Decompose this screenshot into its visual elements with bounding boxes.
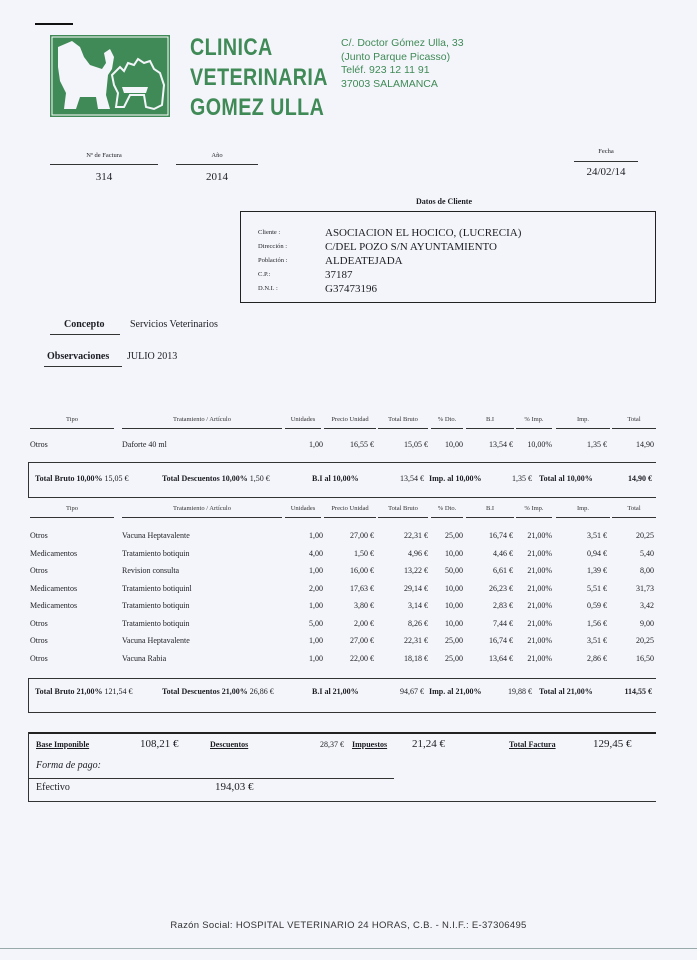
total-factura-label: Total Factura [509, 740, 556, 749]
cell-bi: 4,46 € [493, 548, 513, 558]
divider [28, 712, 656, 713]
clinic-name [190, 33, 328, 123]
cell-total: 9,00 [640, 618, 654, 628]
cell-bi: 6,61 € [493, 566, 513, 575]
total-descuentos: 26,86 € [249, 687, 274, 696]
imp-label: Imp. al 10,00% [429, 474, 482, 483]
cell-dto: 25,00 [445, 531, 463, 540]
total-factura: 129,45 € [593, 738, 632, 750]
cell-precio-unidad: 27,00 € [350, 636, 374, 645]
cell-dto: 10,00 [445, 583, 463, 593]
cell-unidades: 1,00 [309, 636, 323, 645]
column-header-total: Total [627, 505, 641, 512]
client-label: Población : [258, 257, 288, 264]
invoice-number-label: Nº de Factura [86, 152, 122, 159]
invoice-number: 314 [95, 171, 113, 183]
header-underline [431, 428, 463, 429]
client-address: C/DEL POZO S/N AYUNTAMIENTO [325, 241, 497, 253]
cell-bi: 13,54 € [489, 440, 513, 449]
cell-bi: 16,74 € [489, 531, 513, 540]
cell-precio-unidad: 16,55 € [350, 440, 374, 449]
total-bruto: 121,54 € [104, 687, 133, 696]
header-underline [556, 517, 610, 518]
cell-imp: 0,59 € [587, 601, 607, 610]
header-underline [466, 428, 514, 429]
column-header-pct-imp: % Imp. [524, 505, 544, 512]
header-underline [612, 428, 656, 429]
divider [574, 161, 638, 162]
cell-total: 20,25 [636, 636, 654, 645]
cell-bi: 13,64 € [489, 653, 513, 663]
column-header-pct-imp: % Imp. [524, 416, 544, 423]
header-underline [516, 517, 552, 518]
cell-total-bruto: 22,31 € [404, 636, 428, 645]
column-header-bi: B.I [485, 416, 495, 423]
column-header-dto: % Dto. [437, 505, 457, 512]
header-underline [122, 428, 282, 429]
totals-row-2 [35, 687, 133, 696]
cell-bi: 7,44 € [493, 618, 513, 628]
cell-dto: 10,00 [445, 618, 463, 628]
payment-method: Efectivo [36, 782, 70, 793]
base-imponible: 108,21 € [140, 738, 179, 750]
imp-label: Imp. al 21,00% [429, 687, 482, 696]
address-line-2: (Junto Parque Picasso) [341, 50, 451, 63]
header-underline [378, 517, 428, 518]
header-underline [612, 517, 656, 518]
total-label: Total al 10,00% [539, 474, 593, 483]
cell-bi: 2,83 € [493, 601, 513, 610]
cell-tipo: Medicamentos [30, 601, 78, 610]
concepto-label: Concepto [64, 319, 105, 330]
client-dni: G37473196 [325, 283, 377, 295]
header-underline [285, 517, 321, 518]
client-label: Cliente : [258, 229, 281, 236]
total-value: 114,55 € [624, 687, 652, 696]
cell-imp: 1,39 € [587, 566, 607, 575]
cell-articulo: Vacuna Heptavalente [122, 636, 190, 645]
column-header-total-bruto: Total Bruto [388, 416, 418, 423]
cell-precio-unidad: 22,00 € [350, 653, 374, 663]
total-descuentos-label: Total Descuentos 21,00% [162, 687, 248, 696]
cell-precio-unidad: 1,50 € [354, 548, 374, 558]
invoice-year: 2014 [206, 171, 228, 183]
cell-precio-unidad: 27,00 € [350, 531, 374, 540]
column-header-imp: Imp. [576, 505, 590, 512]
column-header-unidades: Unidades [290, 505, 316, 512]
total-bruto-label: Total Bruto 21,00% [35, 687, 103, 696]
divider [28, 678, 656, 679]
column-header-articulo: Tratamiento / Artículo [173, 416, 231, 423]
forma-pago-label: Forma de pago: [36, 760, 101, 771]
cell-pct-imp: 21,00% [527, 531, 552, 540]
cell-imp: 3,51 € [587, 531, 607, 540]
impuestos-label: Impuestos [352, 740, 388, 749]
cell-articulo: Tratamiento botiquin [122, 548, 190, 558]
cell-tipo: Otros [30, 440, 48, 449]
cell-imp: 2,86 € [587, 653, 607, 663]
cell-tipo: Medicamentos [30, 583, 78, 593]
client-values [325, 226, 521, 296]
imp-value: 19,88 € [508, 687, 532, 696]
column-header-dto: % Dto. [437, 416, 457, 423]
cell-pct-imp: 10,00% [527, 440, 552, 449]
cell-dto: 25,00 [445, 636, 463, 645]
divider [28, 778, 394, 779]
cell-pct-imp: 21,00% [527, 618, 552, 628]
cell-tipo: Otros [30, 636, 48, 645]
dog-cat-logo-icon [50, 35, 170, 117]
cell-unidades: 2,00 [309, 583, 323, 593]
bi-value: 94,67 € [400, 687, 424, 696]
cell-unidades: 1,00 [309, 653, 323, 663]
cell-total: 16,50 [636, 653, 654, 663]
clinic-name-line-2: VETERINARIA [190, 64, 328, 91]
observaciones-label: Observaciones [47, 351, 110, 362]
cell-tipo: Otros [30, 566, 48, 575]
cell-total-bruto: 13,22 € [404, 566, 428, 575]
header-underline [466, 517, 514, 518]
cell-tipo: Medicamentos [30, 548, 78, 558]
totals-desc-1 [162, 474, 270, 483]
cell-imp: 1,35 € [587, 440, 607, 449]
cell-imp: 3,51 € [587, 636, 607, 645]
cell-total: 8,00 [640, 566, 654, 575]
cell-total: 5,40 [640, 548, 654, 558]
column-header-precio-unidad: Precio Unidad [331, 416, 369, 423]
address-line-4: 37003 SALAMANCA [341, 77, 438, 90]
header-underline [556, 428, 610, 429]
divider [28, 462, 29, 497]
total-value: 14,90 € [628, 474, 652, 483]
column-header-total-bruto: Total Bruto [388, 505, 418, 512]
divider [28, 497, 656, 498]
cell-total-bruto: 3,14 € [408, 601, 428, 610]
payment-amount: 194,03 € [215, 781, 254, 793]
divider [0, 948, 697, 949]
clinic-name-line-1: CLINICA [190, 34, 273, 61]
column-header-articulo: Tratamiento / Artículo [173, 505, 231, 512]
cell-articulo: Tratamiento botiquin [122, 618, 190, 628]
cell-unidades: 1,00 [309, 566, 323, 575]
client-postal-code: 37187 [325, 269, 353, 281]
total-label: Total al 21,00% [539, 687, 593, 696]
cell-dto: 25,00 [445, 653, 463, 663]
imp-value: 1,35 € [512, 474, 532, 483]
concepto-value: Servicios Veterinarios [130, 319, 218, 330]
divider [28, 678, 29, 712]
observaciones-value: JULIO 2013 [127, 351, 178, 362]
header-underline [30, 517, 114, 518]
impuestos-value: 21,24 € [412, 738, 445, 750]
total-descuentos: 1,50 € [249, 474, 270, 483]
column-header-precio-unidad: Precio Unidad [331, 505, 369, 512]
client-label: D.N.I. : [258, 285, 278, 292]
divider [28, 462, 656, 463]
cell-bi: 26,23 € [489, 583, 513, 593]
cell-pct-imp: 21,00% [527, 566, 552, 575]
cell-total-bruto: 18,18 € [404, 653, 428, 663]
column-header-total: Total [627, 416, 641, 423]
cell-total: 14,90 [636, 440, 654, 449]
header-underline [378, 428, 428, 429]
cell-pct-imp: 21,00% [527, 601, 552, 610]
cell-total: 31,73 [636, 583, 654, 593]
totals-row-1 [35, 474, 129, 483]
descuentos-label: Descuentos [210, 740, 249, 749]
column-header-imp: Imp. [576, 416, 590, 423]
divider [28, 801, 656, 802]
cell-total-bruto: 15,05 € [404, 440, 428, 449]
cell-imp: 0,94 € [587, 548, 607, 558]
client-label: Dirección : [258, 243, 288, 250]
cell-tipo: Otros [30, 531, 48, 540]
total-bruto: 15,05 € [104, 474, 129, 483]
divider [50, 334, 120, 335]
divider [28, 732, 29, 802]
cell-pct-imp: 21,00% [527, 636, 552, 645]
header-underline [122, 517, 282, 518]
total-bruto-label: Total Bruto 10,00% [35, 474, 103, 483]
address-line-3: Teléf. 923 12 11 91 [341, 64, 430, 76]
address-line-1: C/. Doctor Gómez Ulla, 33 [341, 37, 464, 49]
cell-total-bruto: 4,96 € [408, 548, 428, 558]
divider [28, 732, 656, 734]
cell-precio-unidad: 2,00 € [354, 618, 374, 628]
cell-unidades: 1,00 [309, 440, 323, 449]
header-underline [30, 428, 114, 429]
descuentos-value: 28,37 € [320, 740, 344, 749]
column-header-tipo: Tipo [65, 505, 79, 512]
divider [44, 366, 122, 367]
bi-label: B.I al 10,00% [312, 474, 359, 483]
scan-mark [35, 23, 73, 25]
cell-pct-imp: 21,00% [527, 653, 552, 663]
header-underline [431, 517, 463, 518]
cell-bi: 16,74 € [489, 636, 513, 645]
client-section-title: Datos de Cliente [416, 197, 472, 206]
cell-dto: 10,00 [445, 601, 463, 610]
cell-unidades: 4,00 [309, 548, 323, 558]
bi-label: B.I al 21,00% [312, 687, 359, 696]
cell-total: 20,25 [636, 531, 654, 540]
column-header-unidades: Unidades [290, 416, 316, 423]
cell-unidades: 1,00 [309, 601, 323, 610]
cell-unidades: 1,00 [309, 531, 323, 540]
cell-articulo: Tratamiento botiquinl [122, 583, 192, 593]
divider [50, 164, 158, 165]
cell-dto: 10,00 [445, 440, 463, 449]
header-underline [516, 428, 552, 429]
cell-articulo: Vacuna Rabia [122, 653, 167, 663]
clinic-address [341, 37, 464, 91]
total-descuentos-label: Total Descuentos 10,00% [162, 474, 248, 483]
cell-dto: 50,00 [445, 566, 463, 575]
cell-pct-imp: 21,00% [527, 583, 552, 593]
header-underline [324, 517, 376, 518]
cell-total-bruto: 8,26 € [408, 618, 428, 628]
cell-articulo: Vacuna Heptavalente [122, 531, 190, 540]
cell-precio-unidad: 17,63 € [350, 583, 374, 593]
cell-articulo: Daforte 40 ml [122, 440, 167, 449]
cell-precio-unidad: 3,80 € [354, 601, 374, 610]
bi-value: 13,54 € [400, 474, 424, 483]
cell-articulo: Tratamiento botiquin [122, 601, 190, 610]
clinic-logo [50, 35, 170, 117]
cell-total-bruto: 22,31 € [404, 531, 428, 540]
client-town: ALDEATEJADA [325, 255, 403, 267]
date-label: Fecha [598, 148, 614, 155]
cell-precio-unidad: 16,00 € [350, 566, 374, 575]
totals-desc-2 [162, 687, 274, 696]
cell-imp: 5,51 € [587, 583, 607, 593]
cell-tipo: Otros [30, 618, 48, 628]
cell-articulo: Revision consulta [122, 566, 180, 575]
cell-unidades: 5,00 [309, 618, 323, 628]
invoice-date: 24/02/14 [586, 166, 626, 178]
cell-imp: 1,56 € [587, 618, 607, 628]
cell-pct-imp: 21,00% [527, 548, 552, 558]
footer-razon-social: Razón Social: HOSPITAL VETERINARIO 24 HORAS, C.B. - N.I.F.: E-37306495 [170, 920, 527, 931]
client-labels [258, 226, 287, 296]
clinic-name-line-3: GOMEZ ULLA [190, 94, 325, 121]
divider [176, 164, 258, 165]
client-name: ASOCIACION EL HOCICO, (LUCRECIA) [325, 227, 522, 239]
client-label: C.P.: [258, 271, 271, 278]
column-header-bi: B.I [485, 505, 495, 512]
header-underline [324, 428, 376, 429]
header-underline [285, 428, 321, 429]
cell-total: 3,42 [640, 601, 654, 610]
column-header-tipo: Tipo [65, 416, 79, 423]
cell-tipo: Otros [30, 653, 48, 663]
base-imponible-label: Base Imponible [36, 740, 90, 749]
cell-dto: 10,00 [445, 548, 463, 558]
cell-total-bruto: 29,14 € [404, 583, 428, 593]
year-label: Año [211, 152, 223, 159]
